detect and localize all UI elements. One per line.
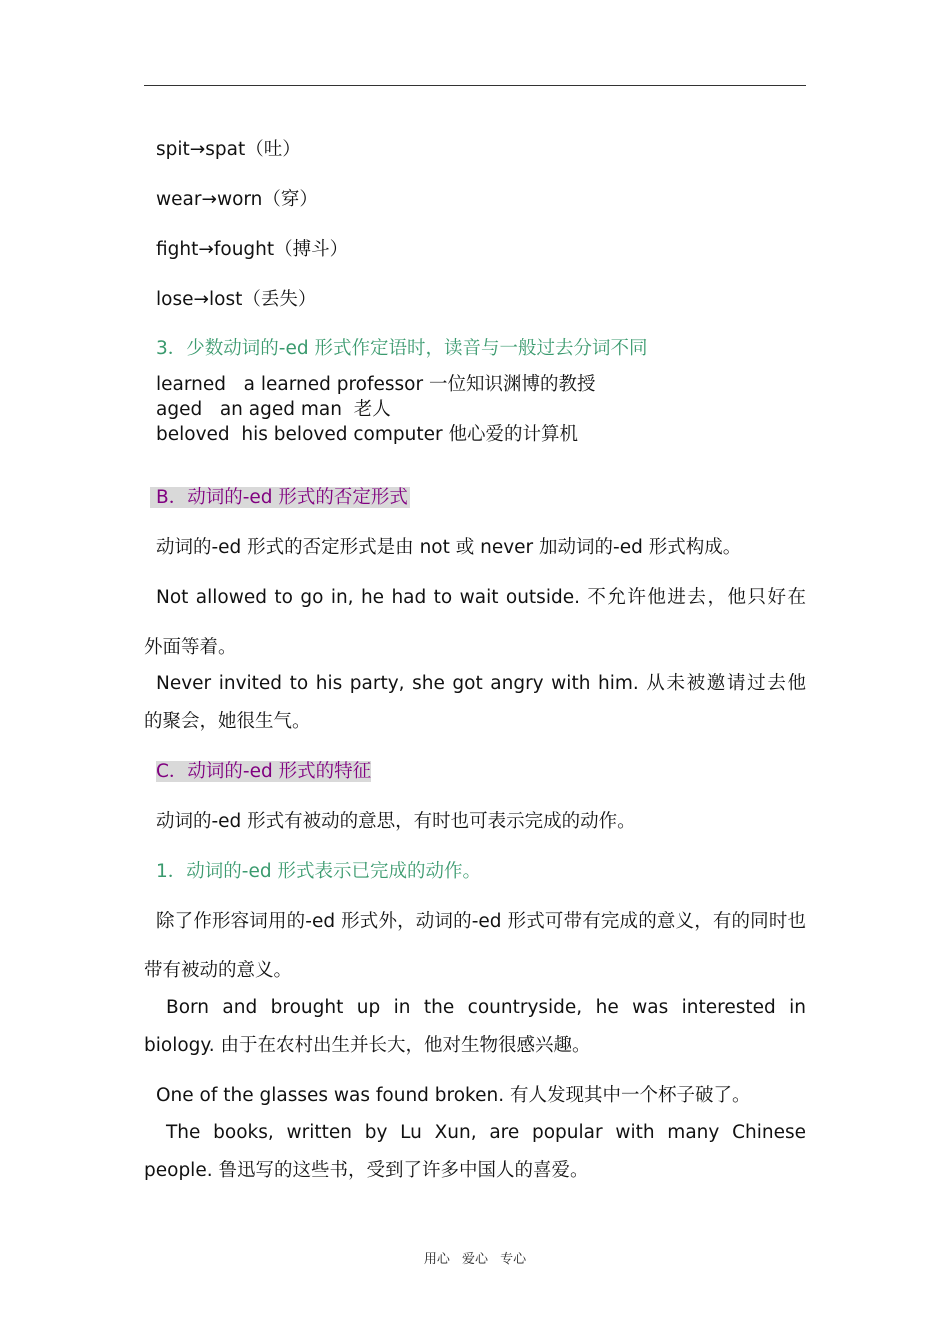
section-c-desc-line2: 带有被动的意义。 [144,960,293,981]
section-c-example1-line2: biology. 由于在农村出生并长大，他对生物很感兴趣。 [144,1035,591,1056]
verb-form-spit: spit→spat（吐） [156,139,301,160]
section-b-example1-line2: 外面等着。 [144,637,237,658]
section-c-example3-line1: The books, written by Lu Xun, are popular with many Chinese [166,1122,806,1143]
section-b-heading-wrap [144,486,806,510]
header-rule [144,85,806,86]
section-c-heading-wrap [144,760,806,784]
verb-form-wear: wear→worn（穿） [156,189,318,210]
section-c-example3-line2: people. 鲁迅写的这些书，受到了许多中国人的喜爱。 [144,1160,589,1181]
section-c-intro: 动词的-ed 形式有被动的意思，有时也可表示完成的动作。 [156,811,636,832]
section-b-example2-line2: 的聚会，她很生气。 [144,711,311,732]
example-learned: learned a learned professor 一位知识渊博的教授 [156,374,596,395]
section-b-example2-line1: Never invited to his party, she got angry with him. 从未被邀请过去他 [156,673,806,694]
section-c-desc-line1: 除了作形容词用的-ed 形式外，动词的-ed 形式可带有完成的意义，有的同时也 [156,911,806,932]
section-c-example2: One of the glasses was found broken. 有人发现其中一个杯子破了。 [156,1085,751,1106]
section-c-point1-heading: 1．动词的-ed 形式表示已完成的动作。 [156,861,481,882]
section-b-heading: B．动词的-ed 形式的否定形式 [150,487,410,508]
verb-form-lose: lose→lost（丢失） [156,289,317,310]
section-c-example1-line1: Born and brought up in the countryside, he was interested in [166,997,806,1018]
section-b-intro: 动词的-ed 形式的否定形式是由 not 或 never 加动词的-ed 形式构成。 [156,537,742,558]
verb-form-fight: fight→fought（搏斗） [156,239,349,260]
section-c-heading: C．动词的-ed 形式的特征 [156,761,372,782]
example-beloved: beloved his beloved computer 他心爱的计算机 [156,424,578,445]
page-footer: 用心 爱心 专心 [423,1252,527,1267]
example-aged: aged an aged man 老人 [156,399,391,420]
section-b-example1-line1: Not allowed to go in, he had to wait outside. 不允许他进去，他只好在 [156,587,806,608]
point3-heading: 3．少数动词的-ed 形式作定语时，读音与一般过去分词不同 [156,338,648,359]
